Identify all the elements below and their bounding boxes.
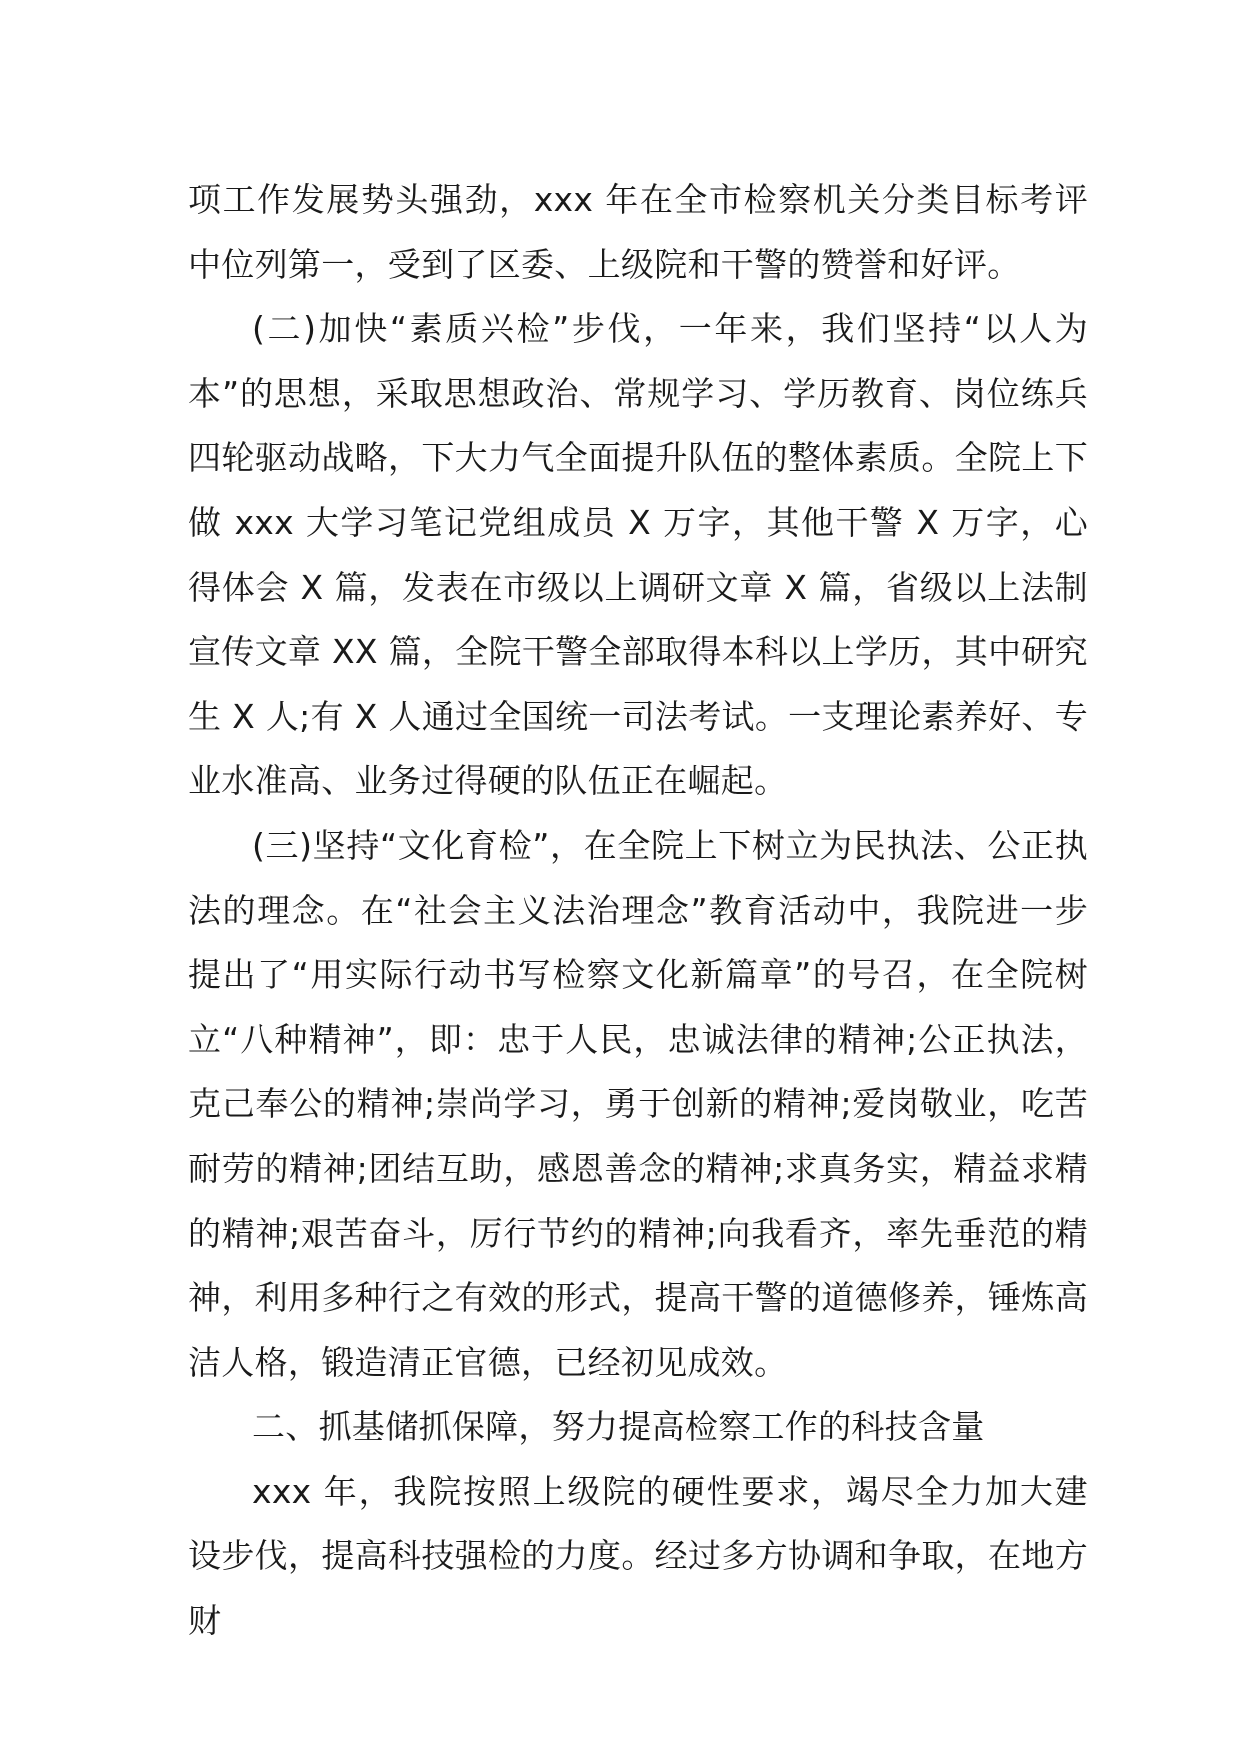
paragraph-culture-section: (三)坚持“文化育检”，在全院上下树立为民执法、公正执法的理念。在“社会主义法治理念”教育活动中，我院进一步提出了“用实际行动书写检察文化新篇章”的号召，在全院树立“八种精神”，即：忠于人民，忠诚法律的精神;公正执法，克己奉公的精神;崇尚学习，勇于创新的精神;爱岗敬业，吃苦耐劳的精神;团结互助，感恩善念的精神;求真务实，精益求精的精神;艰苦奋斗，厉行节约的精神;向我看齐，率先垂范的精神，利用多种行之有效的形式，提高干警的道德修养，锤炼高洁人格，锻造清正官德，已经初见成效。 — [188, 825, 1088, 1382]
paragraph-continuation: 项工作发展势头强劲，xxx 年在全市检察机关分类目标考评中位列第一，受到了区委、上级院和干警的赞誉和好评。 — [188, 180, 1088, 284]
paragraph-infrastructure-intro: xxx 年，我院按照上级院的硬性要求，竭尽全力加大建设步伐，提高科技强检的力度。经过多方协调和争取，在地方财 — [188, 1471, 1088, 1641]
section-heading-infrastructure: 二、抓基储抓保障，努力提高检察工作的科技含量 — [252, 1407, 985, 1447]
document-body — [188, 168, 1088, 1654]
paragraph-quality-section: (二)加快“素质兴检”步伐，一年来，我们坚持“以人为本”的思想，采取思想政治、常规学习、学历教育、岗位练兵四轮驱动战略，下大力气全面提升队伍的整体素质。全院上下做 xxx 大学习笔记党组成员 X 万字，其他干警 X 万字，心得体会 X 篇，发表在市级以上调研文章 X 篇，省级以上法制宣传文章 XX 篇，全院干警全部取得本科以上学历，其中研究生 X 人;有 X 人通过全国统一司法考试。一支理论素养好、专业水准高、业务过得硬的队伍正在崛起。 — [188, 309, 1088, 801]
